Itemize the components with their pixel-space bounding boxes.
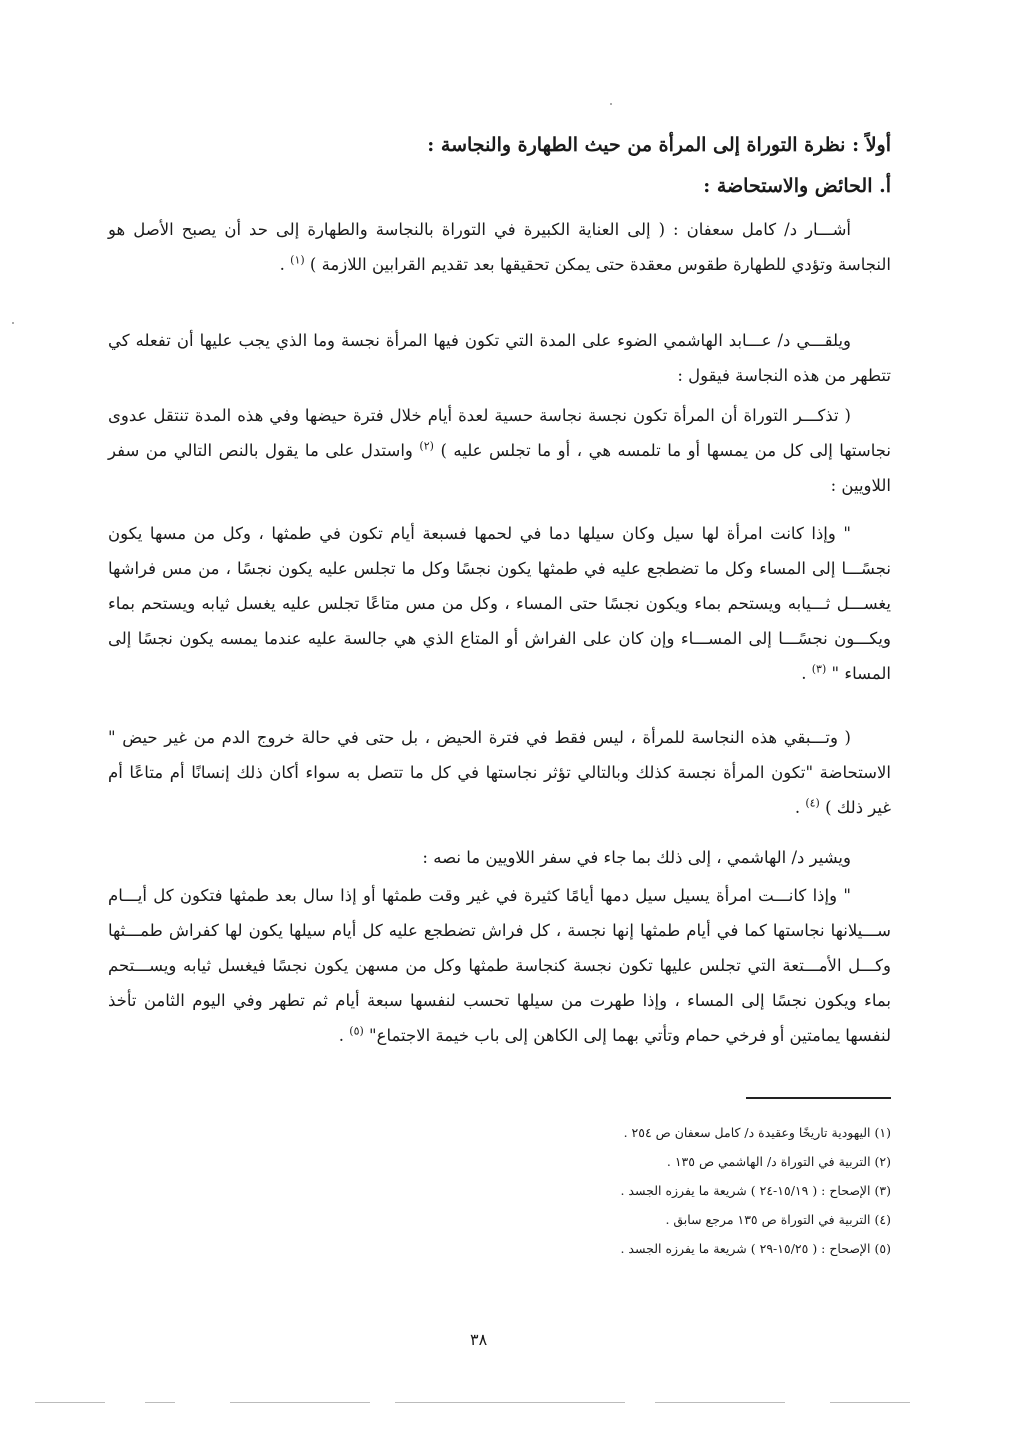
- footnote-item: (٤) التربية في التوراة ص ١٣٥ مرجع سابق .: [665, 1212, 891, 1227]
- subsection-heading: أ. الحائض والاستحاضة :: [703, 175, 891, 197]
- paragraph-text: " وإذا كانـــت امرأة يسيل سيل دمها أيامًا كثيرة في غير وقت طمثها أو إذا سال بعد طمثها فتكون كل أيـــام ســـيلانها نجاستها كما في أيام طمثها إنها نجسة ، كل فراش تضطجع عليه كل أيام سيلها يكون لها كفراش طمـــثها وكـــل الأمـــتعة التي تجلس عليها تكون نجسة كنجاسة طمثها وكل من مسهن يكون نجسًا فيغسل ثيابه ويســـتحم بماء ويكون نجسًا إلى المساء ، وإذا طهرت من سيلها تحسب لنفسها سبعة أيام ثم تطهر وفي اليوم الثامن تأخذ لنفسها يمامتين أو فرخي حمام وتأتي بهما إلى الكاهن إلى باب خيمة الاجتماع": [108, 886, 891, 1045]
- footnote-item: (٥) الإصحاح : ( ١٥/٢٥-٢٩ ) شريعة ما يفرزه الجسد .: [620, 1241, 891, 1256]
- scan-edge-mark: [230, 1402, 370, 1403]
- scan-speck: [12, 322, 14, 324]
- footnote-item: (٣) الإصحاح : ( ١٥/١٩-٢٤ ) شريعة ما يفرزه الجسد .: [620, 1183, 891, 1198]
- footnote-ref: (٥): [349, 1024, 364, 1038]
- paragraph-text: ويلقـــي د/ عـــابد الهاشمي الضوء على المدة التي تكون فيها المرأة نجسة وما الذي يجب عليها أن تفعله كي تتطهر من هذه النجاسة فيقول :: [108, 331, 891, 385]
- paragraph-tail: .: [279, 255, 285, 274]
- paragraph: [108, 398, 891, 503]
- scan-edge-mark: [35, 1402, 105, 1403]
- quote-paragraph: [108, 516, 891, 691]
- page-number: [470, 1330, 487, 1349]
- scan-edge-mark: [145, 1402, 175, 1403]
- paragraph-text: ( تذكـــر التوراة أن المرأة تكون نجسة نجاسة حسية لعدة أيام خلال فترة حيضها وفي هذه المدة تنتقل عدوى نجاستها إلى كل من يمسها أو ما تلمسه هي ، أو ما تجلس عليه ): [108, 406, 891, 460]
- scan-edge-mark: [395, 1402, 625, 1403]
- scan-speck: [610, 103, 612, 105]
- paragraph: [108, 720, 891, 825]
- paragraph-tail: .: [801, 664, 807, 683]
- paragraph-text: " وإذا كانت امرأة لها سيل وكان سيلها دما في لحمها فسبعة أيام تكون في طمثها ، وكل من مسها يكون نجسًـــا إلى المساء وكل ما تضطجع عليه في طمثها يكون نجسًا وكل ما تجلس عليه يكون نجسًا ، من مس فراشها يغســـل ثـــيابه ويستحم بماء ويكون نجسًا حتى المساء ، وكل من مس متاعًا تجلس عليه يغسل ثيابه ويستحم بماء ويكـــون نجسًـــا إلى المســـاء وإن كان على الفراش أو المتاع الذي هي جالسة عليه عندما يمسه يكون نجسًا إلى المساء ": [108, 524, 891, 683]
- paragraph: [108, 212, 891, 282]
- quote-paragraph: [108, 878, 891, 1053]
- paragraph-tail: .: [338, 1026, 345, 1045]
- footnote-item: (١) اليهودية تاريخًا وعقيدة د/ كامل سعفان ص ٢٥٤ .: [623, 1125, 891, 1140]
- scan-edge-mark: [830, 1402, 910, 1403]
- paragraph: [108, 840, 891, 875]
- footnote-ref: (٣): [811, 662, 827, 676]
- section-heading: أولاً : نظرة التوراة إلى المرأة من حيث الطهارة والنجاسة :: [427, 134, 891, 156]
- footnote-ref: (٤): [805, 796, 820, 810]
- footnote-ref: (٢): [419, 439, 434, 453]
- scan-edge-mark: [655, 1402, 785, 1403]
- footnote-separator: [746, 1097, 891, 1099]
- paragraph-tail: واستدل على ما يقول بالنص التالي من سفر اللاويين :: [108, 441, 891, 495]
- footnote-item: (٢) التربية في التوراة د/ الهاشمي ص ١٣٥ .: [666, 1154, 891, 1169]
- paragraph-text: أشـــار د/ كامل سعفان : ( إلى العناية الكبيرة في التوراة بالنجاسة والطهارة إلى حد أن يصبح الأصل هو النجاسة وتؤدي للطهارة طقوس معقدة حتى يمكن تحقيقها بعد تقديم القرابين اللازمة ): [108, 220, 891, 274]
- footnotes: [471, 1118, 891, 1263]
- footnote-ref: (١): [290, 253, 305, 267]
- paragraph-text: ويشير د/ الهاشمي ، إلى ذلك بما جاء في سفر اللاويين ما نصه :: [422, 848, 851, 867]
- paragraph-text: ( وتـــبقي هذه النجاسة للمرأة ، ليس فقط في فترة الحيض ، بل حتى في حالة خروج الدم من غير حيض " الاستحاضة "تكون المرأة نجسة كذلك وبالتالي تؤثر نجاستها في كل ما تتصل به سواء أكان ذلك إنسانًا أم متاعًا أم غير ذلك ): [108, 728, 891, 817]
- paragraph-tail: .: [794, 798, 801, 817]
- paragraph: [108, 323, 891, 393]
- page-number-text: ٣٨: [470, 1330, 488, 1349]
